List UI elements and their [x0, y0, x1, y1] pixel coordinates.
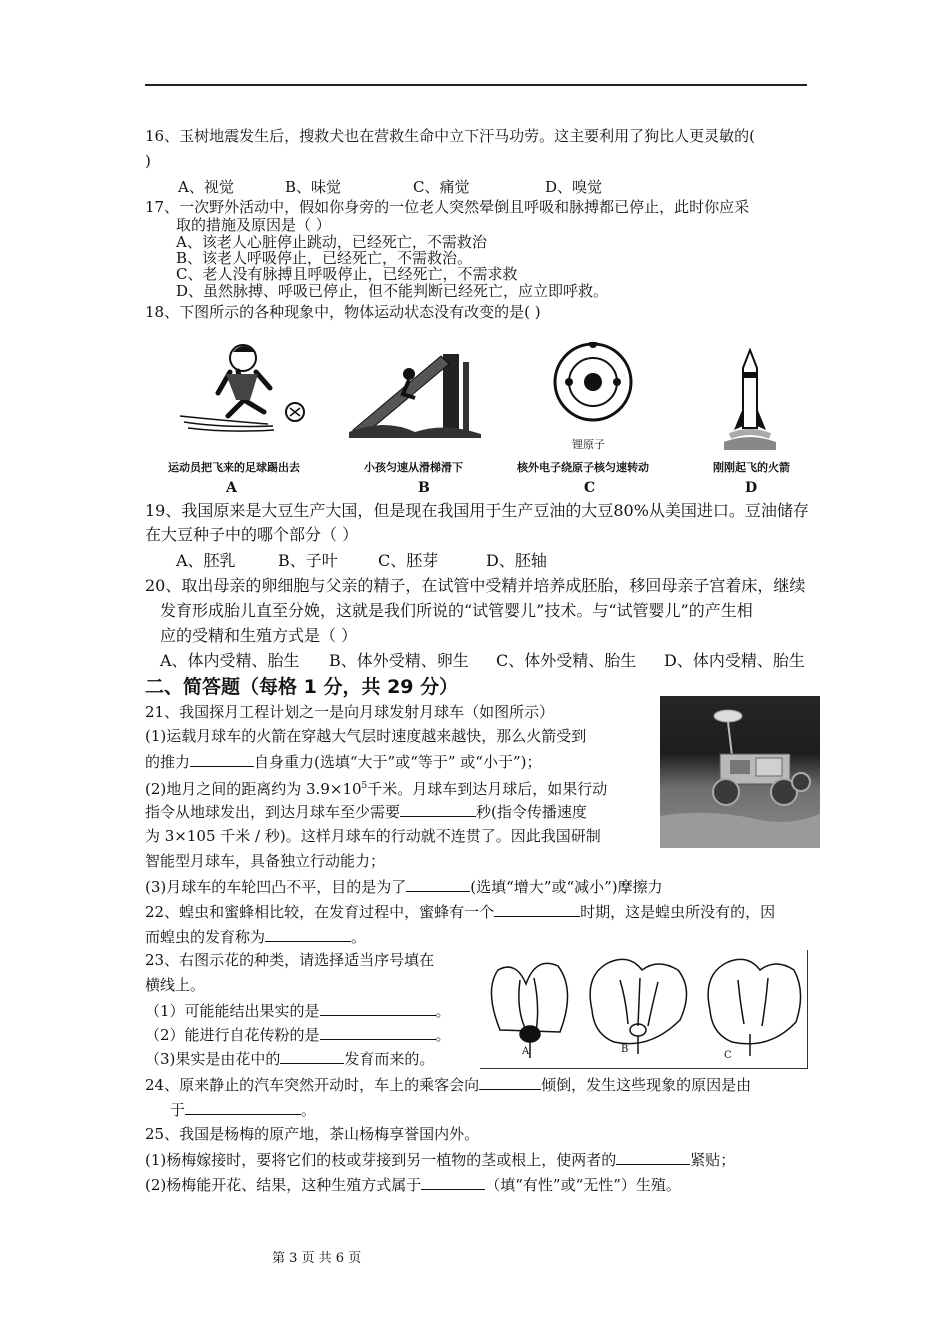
q18-stem: 18、下图所示的各种现象中，物体运动状态没有改变的是( ): [145, 303, 541, 321]
q20-option-a: A、体内受精、胎生: [160, 651, 300, 670]
q17-stem-cont: 取的措施及原因是（ ）: [176, 216, 331, 234]
flower-b-letter: B: [621, 1044, 629, 1055]
slide-figure: [345, 348, 485, 438]
q23-blank-3[interactable]: [280, 1048, 344, 1064]
q21-part1: (1)运载月球车的火箭在穿越大气层时速度越来越快，那么火箭受到: [145, 727, 587, 745]
figure-d-letter: D: [745, 480, 758, 496]
q19-stem: 19、我国原来是大豆生产大国，但是现在我国用于生产豆油的大豆80%从美国进口。豆油储存: [145, 501, 809, 520]
footballer-figure: [178, 338, 318, 438]
flowers-figure: [480, 950, 808, 1069]
q19-stem-cont: 在大豆种子中的哪个部分（ ）: [145, 525, 359, 544]
q23-part2: （2）能进行自花传粉的是 。: [145, 1026, 451, 1044]
q25-blank-1[interactable]: [616, 1149, 690, 1165]
q20-stem-end: 应的受精和生殖方式是（ ）: [160, 626, 358, 645]
q20-option-c: C、体外受精、胎生: [496, 651, 637, 670]
figure-b-caption: 小孩匀速从滑梯滑下: [364, 461, 463, 474]
q23-blank-2[interactable]: [320, 1024, 436, 1040]
figure-d-caption: 刚刚起飞的火箭: [713, 461, 790, 474]
q16-stem-cont: ): [145, 152, 151, 170]
q16-option-d: D、嗅觉: [545, 178, 603, 196]
q16-option-a: A、视觉: [178, 178, 234, 196]
q23-stem-cont: 横线上。: [145, 976, 206, 994]
q25-part1: (1)杨梅嫁接时，要将它们的枝或芽接到另一植物的茎或根上，使两者的 紧贴；: [145, 1151, 736, 1169]
q21-blank-1[interactable]: [190, 751, 254, 767]
q23-part1: （1）可能能结出果实的是 。: [145, 1002, 451, 1020]
figure-b-letter: B: [418, 480, 430, 496]
lunar-rover-photo: [660, 696, 820, 848]
q17-stem: 17、一次野外活动中，假如你身旁的一位老人突然晕倒且呼吸和脉搏都已停止，此时你应采: [145, 198, 750, 216]
q17-option-b: B、该老人呼吸停止，已经死亡，不需救治。: [176, 249, 473, 267]
page-footer: 第 3 页 共 6 页: [272, 1251, 362, 1266]
q16-option-b: B、味觉: [285, 178, 342, 196]
q24-stem: 24、原来静止的汽车突然开动时，车上的乘客会向 倾倒，发生这些现象的原因是由: [145, 1076, 752, 1094]
q21-part2: (2)地月之间的距离约为 $3.9\times 10^5$千米。月球车到达月球后，如果行动: [145, 780, 608, 798]
q22-stem: 22、蝗虫和蜜蜂相比较，在发育过程中，蜜蜂有一个 时期，这是蝗虫所没有的，因: [145, 903, 776, 921]
figure-c-caption: 核外电子绕原子核匀速转动: [517, 461, 649, 474]
q16-option-c: C、痛觉: [413, 178, 470, 196]
header-rule: [145, 84, 807, 86]
q24-blank-2[interactable]: [185, 1099, 301, 1115]
atom-label: 锂原子: [572, 438, 605, 451]
q25-blank-2[interactable]: [421, 1174, 485, 1190]
q23-stem: 23、右图示花的种类，请选择适当序号填在: [145, 951, 435, 969]
figure-a-letter: A: [226, 480, 237, 496]
figure-c-letter: C: [584, 480, 596, 496]
q23-part3: （3)果实是由花中的 发育而来的。: [145, 1050, 435, 1068]
q22-blank-1[interactable]: [494, 901, 580, 917]
q25-part2: (2)杨梅能开花、结果，这种生殖方式属于 （填“有性”或“无性”）生殖。: [145, 1176, 681, 1194]
q17-option-a: A、该老人心脏停止跳动，已经死亡，不需救治: [176, 233, 487, 251]
q24-stem-cont: 于 。: [170, 1101, 317, 1119]
q21-stem: 21、我国探月工程计划之一是向月球发射月球车（如图所示）: [145, 703, 555, 721]
q20-option-d: D、体内受精、胎生: [664, 651, 805, 670]
flower-a-letter: A: [522, 1046, 530, 1057]
q21-part2-line2: 指令从地球发出，到达月球车至少需要 秒(指令传播速度: [145, 803, 587, 821]
q23-blank-1[interactable]: [320, 1000, 436, 1016]
q20-stem: 20、取出母亲的卵细胞与父亲的精子，在试管中受精并培养成胚胎，移回母亲子宫着床，继续: [145, 576, 806, 595]
q25-stem: 25、我国是杨梅的原产地，茶山杨梅享誉国内外。: [145, 1125, 480, 1143]
flower-c-letter: C: [724, 1050, 732, 1061]
section-2-heading: 二、简答题（每格 1 分，共 29 分）: [145, 676, 459, 698]
q20-option-b: B、体外受精、卵生: [329, 651, 469, 670]
q21-blank-2[interactable]: [400, 801, 476, 817]
q19-option-b: B、子叶: [278, 551, 338, 570]
q21-part2-line4: 智能型月球车，具备独立行动能力；: [145, 852, 386, 870]
q17-option-c: C、老人没有脉搏且呼吸停止，已经死亡，不需求救: [176, 265, 518, 283]
q22-blank-2[interactable]: [265, 926, 351, 942]
atom-figure: [548, 342, 638, 432]
q19-option-c: C、胚芽: [378, 551, 439, 570]
q17-option-d: D、虽然脉搏、呼吸已停止，但不能判断已经死亡，应立即呼救。: [176, 282, 609, 300]
q24-blank-1[interactable]: [479, 1074, 541, 1090]
q21-part2-line3: 为 3×105 千米 / 秒)。这样月球车的行动就不连贯了。因此我国研制: [145, 827, 601, 845]
q19-option-a: A、胚乳: [176, 551, 236, 570]
q19-option-d: D、胚轴: [486, 551, 547, 570]
q21-blank-3[interactable]: [406, 876, 470, 892]
q16-stem: 16、玉树地震发生后，搜救犬也在营救生命中立下汗马功劳。这主要利用了狗比人更灵敏的(: [145, 127, 755, 145]
rocket-figure: [720, 348, 780, 452]
q20-stem-cont: 发育形成胎儿直至分娩，这就是我们所说的“试管婴儿”技术。与“试管婴儿”的产生相: [160, 601, 753, 620]
figure-a-caption: 运动员把飞来的足球踢出去: [168, 461, 300, 474]
q22-stem-cont: 而蝗虫的发育称为 。: [145, 928, 367, 946]
q21-part1-line2: 的推力 自身重力(选填“大于”或“等于” 或“小于”)；: [145, 753, 542, 771]
q21-part3: (3)月球车的车轮凹凸不平，目的是为了 (选填“增大”或“减小”)摩擦力: [145, 878, 663, 896]
